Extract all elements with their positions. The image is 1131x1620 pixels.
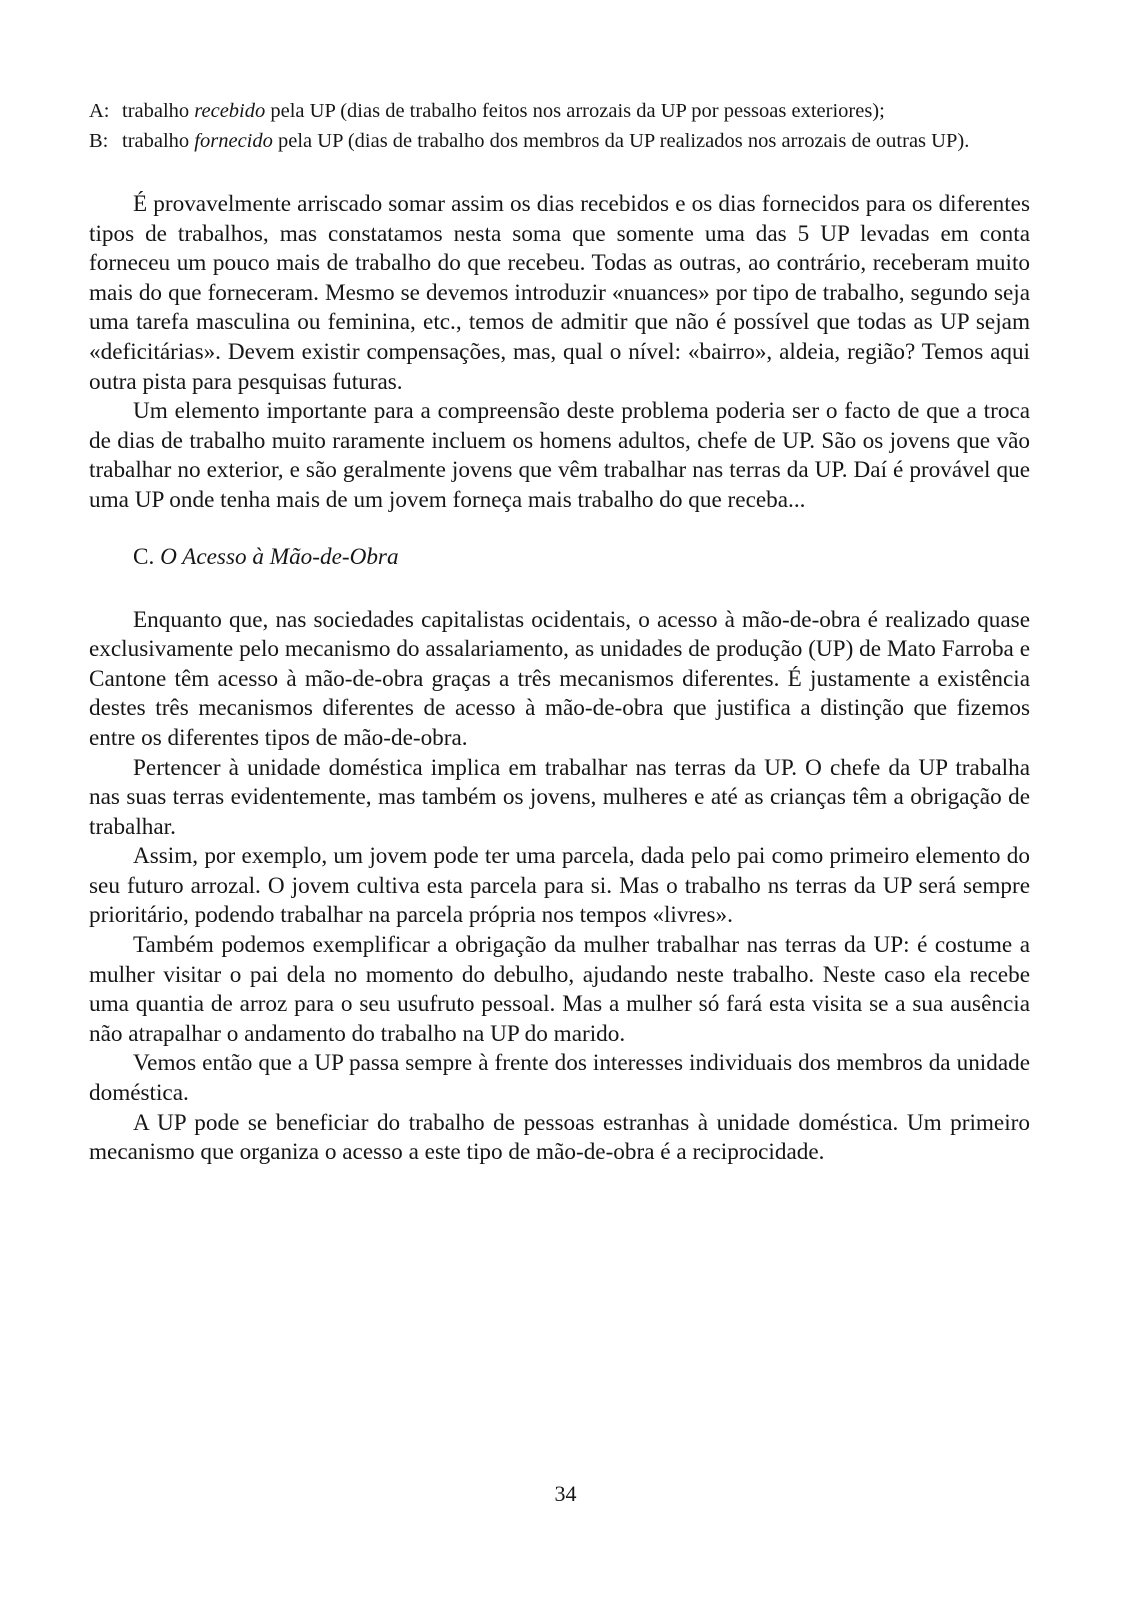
definition-text: trabalho bbox=[122, 100, 195, 122]
paragraph: Assim, por exemplo, um jovem pode ter uma parcela, dada pelo pai como primeiro elemento do seu futuro arrozal. O jovem cultiva esta parcela para si. Mas o trabalho ns terras da UP será sempre prioritário, podendo trabalhar na parcela própria nos tempos «livres». bbox=[89, 843, 1030, 929]
definition-key: A: bbox=[89, 100, 110, 122]
definition-emphasis: recebido bbox=[194, 100, 266, 122]
paragraph: Também podemos exemplificar a obrigação da mulher trabalhar nas terras da UP: é costume a mulher visitar o pai dela no momento do debulho, ajudando neste trabalho. Neste caso ela recebe uma quantia de arroz para o seu usufruto pessoal. Mas a mulher só fará esta visita se a sua ausência não atrapalhar o andamento do trabalho na UP do marido. bbox=[89, 932, 1030, 1047]
paragraph: A UP pode se beneficiar do trabalho de pessoas estranhas à unidade doméstica. Um primeiro mecanismo que organiza o acesso a este tipo de mão-de-obra é a reciprocidade. bbox=[89, 1109, 1030, 1166]
definition-text: pela UP (dias de trabalho feitos nos arrozais da UP por pessoas exteriores); bbox=[265, 100, 885, 122]
definition-text: pela UP (dias de trabalho dos membros da UP realizados nos arrozais de outras UP). bbox=[272, 130, 970, 152]
definition-item-a bbox=[89, 96, 1030, 126]
definition-list bbox=[89, 96, 1030, 156]
page-content bbox=[89, 96, 1030, 1168]
definition-key: B: bbox=[89, 130, 109, 152]
section-title: O Acesso à Mão-de-Obra bbox=[160, 543, 399, 570]
paragraph: É provavelmente arriscado somar assim os dias recebidos e os dias fornecidos para os diferentes tipos de trabalhos, mas constatamos nesta soma que somente uma das 5 UP levadas em conta forneceu um pouco mais de trabalho do que recebeu. Todas as outras, ao contrário, receberam muito mais do que forneceram. Mesmo se devemos introduzir «nuances» por tipo de trabalho, segundo seja uma tarefa masculina ou feminina, etc., temos de admitir que não é possível que todas as UP sejam «deficitárias». Devem existir compensações, mas, qual o nível: «bairro», aldeia, região? Temos aqui outra pista para pesquisas futuras. bbox=[89, 191, 1030, 395]
page-number: 34 bbox=[554, 1481, 577, 1506]
paragraph: Um elemento importante para a compreensão deste problema poderia ser o facto de que a troca de dias de trabalho muito raramente incluem os homens adultos, chefe de UP. São os jovens que vão trabalhar no exterior, e são geralmente jovens que vêm trabalhar nas terras da UP. Daí é provável que uma UP onde tenha mais de um jovem forneça mais trabalho do que receba... bbox=[89, 398, 1030, 513]
paragraph: Pertencer à unidade doméstica implica em trabalhar nas terras da UP. O chefe da UP trabalha nas suas terras evidentemente, mas também os jovens, mulheres e até as crianças têm a obrigação de trabalhar. bbox=[89, 754, 1030, 840]
definition-emphasis: fornecido bbox=[194, 130, 273, 152]
section-heading bbox=[89, 542, 1030, 572]
definition-text: trabalho bbox=[122, 130, 195, 152]
paragraph: Enquanto que, nas sociedades capitalistas ocidentais, o acesso à mão-de-obra é realizado quase exclusivamente pelo mecanismo do assalariamento, as unidades de produção (UP) de Mato Farroba e Cantone têm acesso à mão-de-obra graças a três mecanismos diferentes. É justamente a existência destes três mecanismos diferentes de acesso à mão-de-obra que justifica a distinção que fizemos entre os diferentes tipos de mão-de-obra. bbox=[89, 606, 1030, 751]
section-label: C. bbox=[133, 543, 155, 570]
definition-item-b bbox=[89, 126, 1030, 156]
paragraph: Vemos então que a UP passa sempre à frente dos interesses individuais dos membros da unidade doméstica. bbox=[89, 1050, 1030, 1107]
